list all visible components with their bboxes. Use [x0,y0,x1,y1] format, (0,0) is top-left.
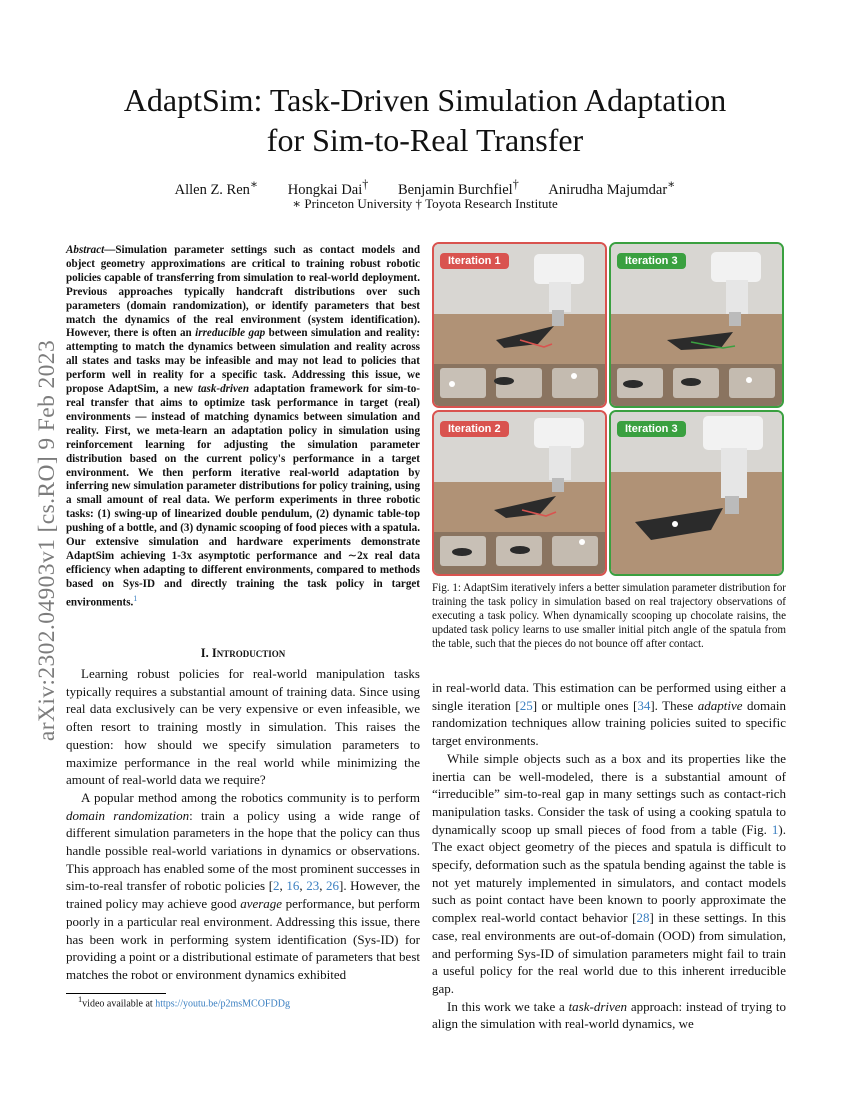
citation-link[interactable]: 28 [636,910,650,926]
arxiv-id: arXiv:2302.04903v1 [cs.RO] 9 Feb 2023 [34,339,61,741]
figure-1 [432,242,786,578]
intro-paragraph: In this work we take a task-driven approach: instead of trying to align the simulation with real-world dynamics, we [432,998,786,1032]
figure-panel-iteration-3 [609,410,784,576]
citation-link[interactable]: 26 [326,878,340,894]
iteration-badge: Iteration 2 [440,421,509,437]
citation-link[interactable]: 16 [286,878,300,894]
intro-paragraph: While simple objects such as a box and its properties like the inertia can be well-modeled, there is a substantial amount of “irreducible” sim-to-real gap in many settings such as contact-rich manipulation tasks. Consider the task of using a cooking spatula to dynamically scoop up small pieces of food from a table (Fig. 1). The exact object geometry of the pieces and spatula is difficult to specify, deformation such as the spatula bending against the table is not yet maturely implemented in simulators, and contact models such as point contact have been known to poorly approximate the complex real-world contact behavior [28] in these settings. In this case, real environments are out-of-domain (OOD) from simulation, and performing Sys-ID of simulation parameters might fail to train a useful policy for the real world due to this inherent irreducible gap. [432,750,786,996]
figure-ref-link[interactable]: 1 [771,821,779,837]
author: Benjamin Burchfiel† [397,177,519,198]
citation-link[interactable]: 34 [637,697,651,713]
video-link[interactable]: https://youtu.be/p2msMCOFDDg [155,998,290,1010]
author: Hongkai Dai† [287,177,369,198]
iteration-badge: Iteration 1 [440,253,509,269]
intro-paragraph: in real-world data. This estimation can be performed using either a single iteration [25] or multiple ones [34]. These adaptive domain randomization techniques allow training policies suited to specific target environments. [432,680,786,749]
intro-paragraph: Learning robust policies for real-world manipulation tasks typically requires a substantial amount of training data. Since using real data exclusively can be very expensive or even infeasible, we often resort to training mostly in simulation. This raises the question: how should we specify simulation parameters to maximize performance in the real world while minimizing the amount of real-world data we require? [66,666,420,788]
abstract: Abstract—Simulation parameter settings such as contact models and object geometry approximations are critical to training robust robotic policies capable of transferring from simulation to real-world deployment. Previous approaches typically handcraft distributions over such parameters (domain randomization), or identify parameters that best match the dynamics of the real environment (system identification). However, there is often an irreducible gap between simulation and reality: attempting to match the dynamics between simulation and reality across all states and tasks may be infeasible and may not lead to policies that perform well in reality for a specific task. Addressing this issue, we propose AdaptSim, a new task-driven adaptation framework for sim-to-real transfer that aims to optimize task performance in target (real) environments — instead of matching dynamics between simulation and reality. First, we meta-learn an adaptation policy in simulation using reinforcement learning for adjusting the simulation parameter distribution based on the current policy's performance in a target environment. We then perform iterative real-world adaptation by inferring new simulation parameter distributions for policy training, using a small amount of real data. We perform experiments in three robotic tasks: (1) swing-up of linearized double pendulum, (2) dynamic table-top pushing of a bottle, and (3) dynamic scooping of food pieces with a spatula. Our extensive simulation and hardware experiments demonstrate AdaptSim achieving 1-3x asymptotic performance and ∼2x real data efficiency when adapting to different environments, compared to methods based on Sys-ID and directly training the task policy in target environments.$^1$ [66,244,420,609]
arxiv-sidebar [36,300,60,780]
figure-panel-iteration-1 [432,242,607,408]
author: Allen Z. Ren∗ [174,177,259,198]
author: Anirudha Majumdar∗ [548,177,676,198]
intro-paragraph: A popular method among the robotics community is to perform domain randomization: train a policy using a wide range of different simulation parameters in the hope that the policy can thus handle possible real-world variations in dynamics or observations. This approach has enabled some of the most prominent successes in sim-to-real transfer of robotic policies [2, 16, 23, 26]. However, the trained policy may achieve good average performance, but perform poorly in a particular real environment. Addressing this issue, there has been work in performing system identification (Sys-ID) for providing a point or a distributional estimate of parameters that best matches the robot or environment dynamics exhibited [66,789,421,982]
affiliations: ∗ Princeton University † Toyota Research Institute [292,196,558,211]
figure-panel-iteration-3 [609,242,784,408]
figure-caption: Fig. 1: AdaptSim iteratively infers a better simulation parameter distribution for training the task policy in simulation based on real trajectory observations of executing a task policy. When dynamically scooping up chocolate raisins, the updated task policy learns to use smaller initial pitch angle of the spatula from the table, such that the pieces do not bounce off after contact. [432,582,786,650]
citation-link[interactable]: 25 [519,697,533,713]
figure-panel-iteration-2 [432,410,607,576]
iteration-badge: Iteration 3 [617,253,686,269]
intro-right-column [432,679,786,1033]
footnote: $^1$video available at https://youtu.be/p2msMCOFDDg [78,995,290,1010]
iteration-badge: Iteration 3 [617,421,686,437]
abstract-label: Abstract [66,244,105,256]
paper-title [70,80,780,160]
title-line-2: for Sim-to-Real Transfer [266,122,584,158]
citation-link[interactable]: 2 [273,878,280,894]
intro-left-column [66,665,420,984]
citation-link[interactable]: 23 [306,878,320,894]
section-heading: I. Introduction [200,646,286,660]
footnote-marker-link[interactable]: 1 [133,593,138,603]
title-line-1: AdaptSim: Task-Driven Simulation Adaptation [123,82,727,118]
